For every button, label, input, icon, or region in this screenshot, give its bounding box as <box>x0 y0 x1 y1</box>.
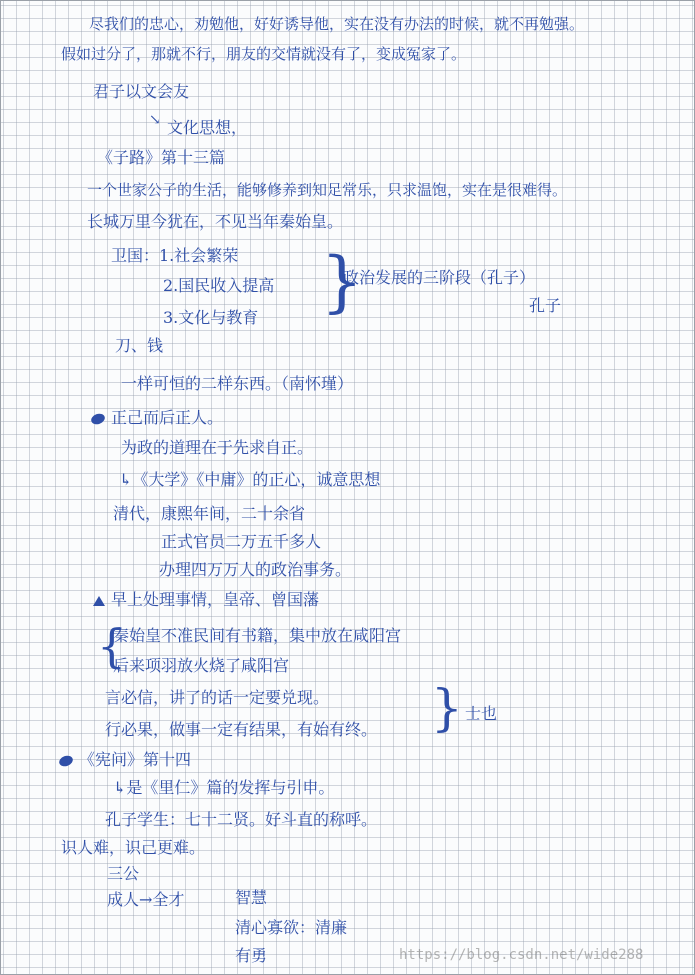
line-15: 正己而后正人。 <box>91 409 223 427</box>
line-1: 尽我们的忠心，劝勉他，好好诱导他，实在没有办法的时候，就不再勉强。 <box>89 15 585 33</box>
line-24: 言必信，讲了的话一定要兑现。 <box>105 688 330 707</box>
line-25: 行必果，做事一定有结果，有始有终。 <box>105 720 378 739</box>
bullet-icon-2 <box>58 753 75 767</box>
bullet-icon <box>90 411 107 425</box>
line-3: 君子以文会友 <box>93 82 190 101</box>
line-7: 长城万里今犹在，不见当年秦始皇。 <box>87 212 344 231</box>
line-23: 后来项羽放火烧了咸阳宫 <box>113 656 290 675</box>
line-14: 一样可恒的二样东西。（南怀瑾） <box>121 374 354 393</box>
line-11: 政治发展的三阶段（孔子） <box>343 268 536 287</box>
line-2: 假如过分了，那就不行，朋友的交情就没有了，变成冤家了。 <box>61 45 467 63</box>
line-12: 孔子 <box>529 296 562 315</box>
triangle-icon <box>93 596 105 606</box>
brace-3: } <box>431 679 463 737</box>
watermark: https://blog.csdn.net/wide288 <box>399 947 644 963</box>
line-16: 为政的道理在于先求自正。 <box>121 438 314 457</box>
line-32: 成人→全才 <box>107 890 185 909</box>
line-6: 一个世家公子的生活，能够修养到知足常乐，只求温饱，实在是很难得。 <box>87 181 568 199</box>
line-4: 文化思想， <box>167 118 248 137</box>
line-8: 卫国：1.社会繁荣 <box>111 246 239 265</box>
line-17: ↳《大学》《中庸》的正心，诚意思想 <box>119 470 381 489</box>
arrow-icon: ↳ <box>119 470 133 489</box>
line-20: 办理四万万人的政治事务。 <box>159 560 352 579</box>
line-22: 秦始皇不准民间有书籍，集中放在咸阳宫 <box>113 626 402 645</box>
line-31: 三公 <box>107 864 140 883</box>
arrow-1: ↘ <box>149 112 161 128</box>
line-21: 早上处理事情，皇帝、曾国藩 <box>93 591 319 609</box>
line-5: 《子路》第十三篇 <box>97 148 226 167</box>
arrow-icon-2: ↳ <box>113 778 127 797</box>
line-18: 清代，康熙年间，二十余省 <box>113 504 306 523</box>
line-27: 《宪问》第十四 <box>59 751 191 769</box>
line-19: 正式官员二万五千多人 <box>161 532 322 551</box>
brace-1: } <box>321 243 363 320</box>
line-29: 孔子学生：七十二贤。好斗直的称呼。 <box>105 810 378 829</box>
line-34: 清心寡欲：清廉 <box>235 918 348 937</box>
line-28: ↳是《里仁》篇的发挥与引申。 <box>113 778 335 797</box>
line-30: 识人难，识己更难。 <box>61 838 206 857</box>
line-35: 有勇 <box>235 946 268 965</box>
line-13: 刀、钱 <box>115 336 164 355</box>
line-26: 士也 <box>465 704 498 723</box>
line-9: 2.国民收入提高 <box>163 276 275 295</box>
line-10: 3.文化与教育 <box>163 308 259 327</box>
brace-2: { <box>97 619 127 673</box>
line-33: 智慧 <box>235 888 268 907</box>
